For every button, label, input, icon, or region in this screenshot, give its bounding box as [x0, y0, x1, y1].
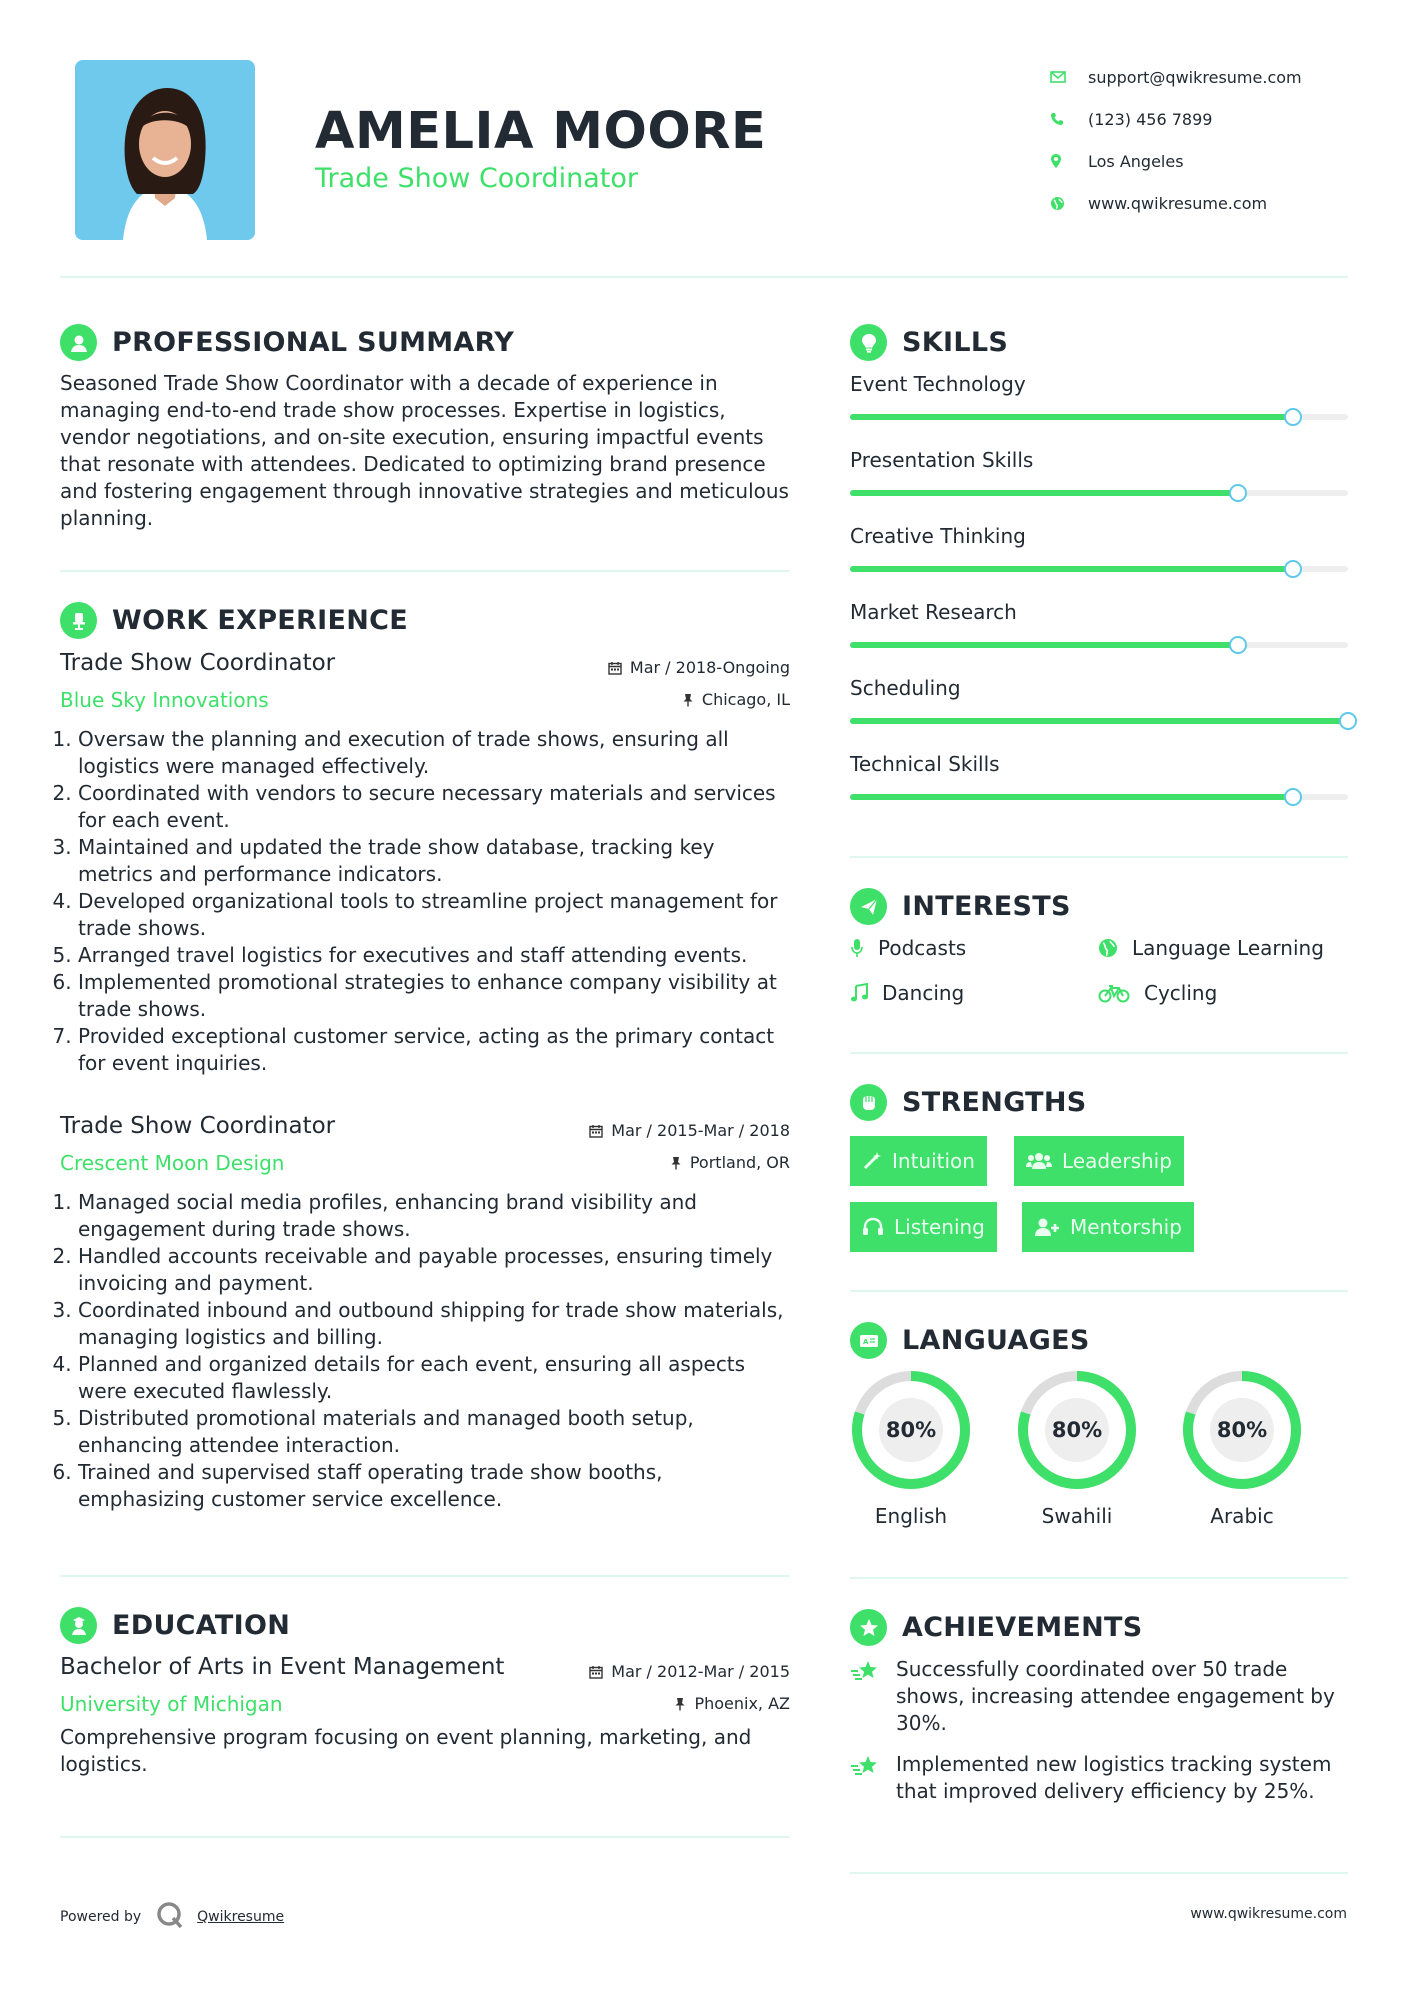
candidate-title: Trade Show Coordinator	[315, 163, 638, 194]
skill-item	[850, 524, 1348, 548]
strengths-heading	[850, 1084, 1087, 1121]
users-icon	[1026, 1151, 1052, 1171]
interest-item	[1098, 936, 1324, 960]
strength-tag	[850, 1136, 987, 1186]
skill-bar	[850, 642, 1348, 648]
skill-bar-knob[interactable]	[1339, 712, 1357, 730]
job-bullets	[60, 726, 790, 1077]
list-item: 6. Implemented promotional strategies to enhance company visibility at trade shows.	[78, 969, 790, 1023]
skills-divider	[850, 856, 1348, 858]
contact-phone-text: (123) 456 7899	[1088, 109, 1213, 129]
list-item: 1. Managed social media profiles, enhancing brand visibility and engagement during trade shows.	[78, 1189, 790, 1243]
skill-label: Creative Thinking	[850, 524, 1026, 548]
summary-heading-text: PROFESSIONAL SUMMARY	[112, 327, 515, 358]
interest-label: Language Learning	[1132, 936, 1324, 960]
globe-icon	[1050, 196, 1088, 211]
microphone-icon	[850, 938, 864, 958]
briefcase-chair-icon	[60, 602, 97, 639]
summary-divider	[60, 570, 790, 572]
degree-title: Bachelor of Arts in Event Management	[60, 1654, 505, 1680]
skill-label: Presentation Skills	[850, 448, 1034, 472]
powered-by-text: Powered by	[60, 1909, 142, 1925]
magic-wand-icon	[862, 1151, 882, 1171]
skill-bar-knob[interactable]	[1284, 788, 1302, 806]
skill-bar-knob[interactable]	[1229, 636, 1247, 654]
interest-item	[850, 936, 966, 960]
job-date-text: Mar / 2015-Mar / 2018	[611, 1121, 790, 1140]
list-item: 4. Developed organizational tools to streamline project management for trade shows.	[78, 888, 790, 942]
graduate-icon	[60, 1607, 97, 1644]
language-name: English	[874, 1504, 948, 1528]
experience-heading-text: WORK EXPERIENCE	[112, 605, 408, 636]
list-item: 2. Coordinated with vendors to secure necessary materials and services for each event.	[78, 780, 790, 834]
language-item	[1015, 1368, 1139, 1528]
language-item	[849, 1368, 973, 1528]
interest-item	[1098, 981, 1217, 1005]
interest-label: Podcasts	[878, 936, 967, 960]
skill-item	[850, 752, 1348, 776]
education-heading-text: EDUCATION	[112, 1610, 291, 1641]
skill-bar-fill	[850, 718, 1348, 724]
languages-heading-text: LANGUAGES	[902, 1325, 1090, 1356]
languages-heading	[850, 1322, 1090, 1359]
language-percent: 80%	[1216, 1418, 1268, 1442]
job-date-text: Mar / 2018-Ongoing	[629, 658, 790, 677]
job-location	[682, 690, 790, 709]
candidate-name: AMELIA MOORE	[315, 102, 767, 161]
skill-item	[850, 448, 1348, 472]
language-percent: 80%	[885, 1418, 937, 1442]
contact-website[interactable]	[1050, 182, 1302, 224]
job-date	[608, 658, 790, 677]
skill-bar	[850, 414, 1348, 420]
contact-email[interactable]	[1050, 56, 1302, 98]
list-item: 7. Provided exceptional customer service, acting as the primary contact for event inquiries.	[78, 1023, 790, 1077]
lightbulb-icon	[850, 324, 887, 361]
skill-bar-fill	[850, 566, 1293, 572]
language-ring	[1180, 1368, 1304, 1492]
list-item: 5. Arranged travel logistics for executives and staff attending events.	[78, 942, 790, 969]
strength-label: Listening	[894, 1215, 985, 1239]
skill-label: Technical Skills	[850, 752, 1000, 776]
summary-heading	[60, 324, 514, 361]
language-card-icon	[850, 1322, 887, 1359]
skill-bar	[850, 490, 1348, 496]
skills-heading-text: SKILLS	[902, 327, 1009, 358]
list-item: 6. Trained and supervised staff operating trade show booths, emphasizing customer service excellence.	[78, 1459, 790, 1513]
location-pin-icon	[1050, 153, 1088, 169]
interest-item	[850, 981, 964, 1005]
achievements-divider	[850, 1872, 1348, 1874]
job-company: Crescent Moon Design	[60, 1151, 285, 1175]
shooting-star-icon	[850, 1656, 896, 1737]
qwikresume-link[interactable]: Qwikresume	[197, 1909, 285, 1925]
skill-bar-knob[interactable]	[1229, 484, 1247, 502]
job-bullets	[60, 1189, 790, 1513]
calendar-icon	[589, 1124, 603, 1138]
calendar-icon	[608, 661, 622, 675]
skill-bar-fill	[850, 490, 1238, 496]
skill-bar	[850, 566, 1348, 572]
contact-website-text: www.qwikresume.com	[1088, 193, 1268, 213]
contact-location-text: Los Angeles	[1088, 151, 1184, 171]
strength-label: Leadership	[1062, 1149, 1172, 1173]
education-description: Comprehensive program focusing on event planning, marketing, and logistics.	[60, 1725, 752, 1776]
skill-bar-knob[interactable]	[1284, 408, 1302, 426]
achievement-item	[850, 1656, 1350, 1737]
envelope-icon	[1050, 71, 1088, 83]
pushpin-icon	[682, 693, 694, 707]
user-plus-icon	[1034, 1217, 1060, 1237]
footer-powered-by	[60, 1900, 284, 1934]
user-icon	[60, 324, 97, 361]
achievements-heading	[850, 1609, 1143, 1646]
list-item: 3. Coordinated inbound and outbound shipping for trade show materials, managing logistics and billing.	[78, 1297, 790, 1351]
contact-location	[1050, 140, 1302, 182]
shooting-star-icon	[850, 1751, 896, 1805]
contact-phone[interactable]	[1050, 98, 1302, 140]
skill-label: Event Technology	[850, 372, 1026, 396]
language-name: Swahili	[1041, 1504, 1113, 1528]
footer-url[interactable]: www.qwikresume.com	[1190, 1906, 1347, 1922]
skill-item	[850, 372, 1348, 396]
strength-label: Mentorship	[1070, 1215, 1182, 1239]
job-location-text: Portland, OR	[689, 1153, 790, 1172]
achievement-text: Implemented new logistics tracking system that improved delivery efficiency by 25%.	[896, 1752, 1332, 1803]
strength-tag	[1022, 1202, 1194, 1252]
interest-label: Cycling	[1144, 981, 1218, 1005]
job-location-text: Chicago, IL	[701, 690, 790, 709]
svg-text:A: A	[862, 1337, 868, 1346]
header-divider	[60, 276, 1348, 278]
school-name: University of Michigan	[60, 1692, 283, 1716]
education-heading	[60, 1607, 290, 1644]
language-ring	[1015, 1368, 1139, 1492]
job-title: Trade Show Coordinator	[60, 1113, 336, 1139]
education-date	[589, 1662, 790, 1681]
achievement-text: Successfully coordinated over 50 trade shows, increasing attendee engagement by 30%.	[896, 1657, 1335, 1735]
skill-bar-fill	[850, 642, 1238, 648]
skill-bar-fill	[850, 794, 1293, 800]
language-item	[1180, 1368, 1304, 1528]
strength-label: Intuition	[892, 1149, 975, 1173]
pushpin-icon	[670, 1156, 682, 1170]
contact-list	[1050, 56, 1302, 224]
education-location-text: Phoenix, AZ	[694, 1694, 790, 1713]
education-entry	[60, 1654, 790, 1778]
achievements-heading-text: ACHIEVEMENTS	[902, 1612, 1143, 1643]
paper-plane-icon	[850, 888, 887, 925]
education-divider	[60, 1836, 790, 1838]
fist-icon	[850, 1084, 887, 1121]
bicycle-icon	[1098, 983, 1130, 1003]
headphones-icon	[862, 1217, 884, 1237]
interests-heading	[850, 888, 1071, 925]
globe-icon	[1098, 938, 1118, 958]
job-company: Blue Sky Innovations	[60, 688, 269, 712]
skill-label: Scheduling	[850, 676, 961, 700]
languages-divider	[850, 1577, 1348, 1579]
skills-heading	[850, 324, 1008, 361]
strength-tag	[1014, 1136, 1184, 1186]
achievement-item	[850, 1751, 1350, 1805]
list-item: 1. Oversaw the planning and execution of trade shows, ensuring all logistics were managed effectively.	[78, 726, 790, 780]
strength-tag	[850, 1202, 997, 1252]
music-note-icon	[850, 983, 868, 1003]
contact-email-text: support@qwikresume.com	[1088, 67, 1302, 87]
profile-photo	[75, 60, 255, 240]
skill-bar	[850, 794, 1348, 800]
qwikresume-logo-icon	[155, 1900, 185, 1934]
skill-bar-knob[interactable]	[1284, 560, 1302, 578]
pushpin-icon	[674, 1697, 686, 1711]
skill-item	[850, 676, 1348, 700]
strengths-divider	[850, 1290, 1348, 1292]
list-item: 3. Maintained and updated the trade show database, tracking key metrics and performance indicators.	[78, 834, 790, 888]
language-name: Arabic	[1210, 1504, 1274, 1528]
job-location	[670, 1153, 790, 1172]
job-entry-1	[60, 650, 790, 1077]
skill-label: Market Research	[850, 600, 1017, 624]
experience-heading	[60, 602, 408, 639]
phone-icon	[1050, 112, 1088, 126]
calendar-icon	[589, 1665, 603, 1679]
list-item: 4. Planned and organized details for each event, ensuring all aspects were executed flawlessly.	[78, 1351, 790, 1405]
language-percent: 80%	[1051, 1418, 1103, 1442]
list-item: 5. Distributed promotional materials and managed booth setup, enhancing attendee interaction.	[78, 1405, 790, 1459]
job-title: Trade Show Coordinator	[60, 650, 336, 676]
skill-bar	[850, 718, 1348, 724]
strengths-heading-text: STRENGTHS	[902, 1087, 1087, 1118]
experience-divider	[60, 1575, 790, 1577]
skill-item	[850, 600, 1348, 624]
summary-text: Seasoned Trade Show Coordinator with a decade of experience in managing end-to-end trade show processes. Expertise in logistics, vendor negotiations, and on-site execution, ensuring impactful events that resonate with attendees. Dedicated to optimizing brand presence and fostering engagement through innovative strategies and meticulous planning.	[60, 371, 789, 530]
education-location	[674, 1694, 790, 1713]
skill-bar-fill	[850, 414, 1293, 420]
interests-divider	[850, 1052, 1348, 1054]
education-date-text: Mar / 2012-Mar / 2015	[611, 1662, 790, 1681]
star-icon	[850, 1609, 887, 1646]
language-ring	[849, 1368, 973, 1492]
interests-heading-text: INTERESTS	[902, 891, 1071, 922]
job-entry-2	[60, 1113, 790, 1513]
list-item: 2. Handled accounts receivable and payable processes, ensuring timely invoicing and payment.	[78, 1243, 790, 1297]
interest-label: Dancing	[882, 981, 965, 1005]
job-date	[589, 1121, 790, 1140]
